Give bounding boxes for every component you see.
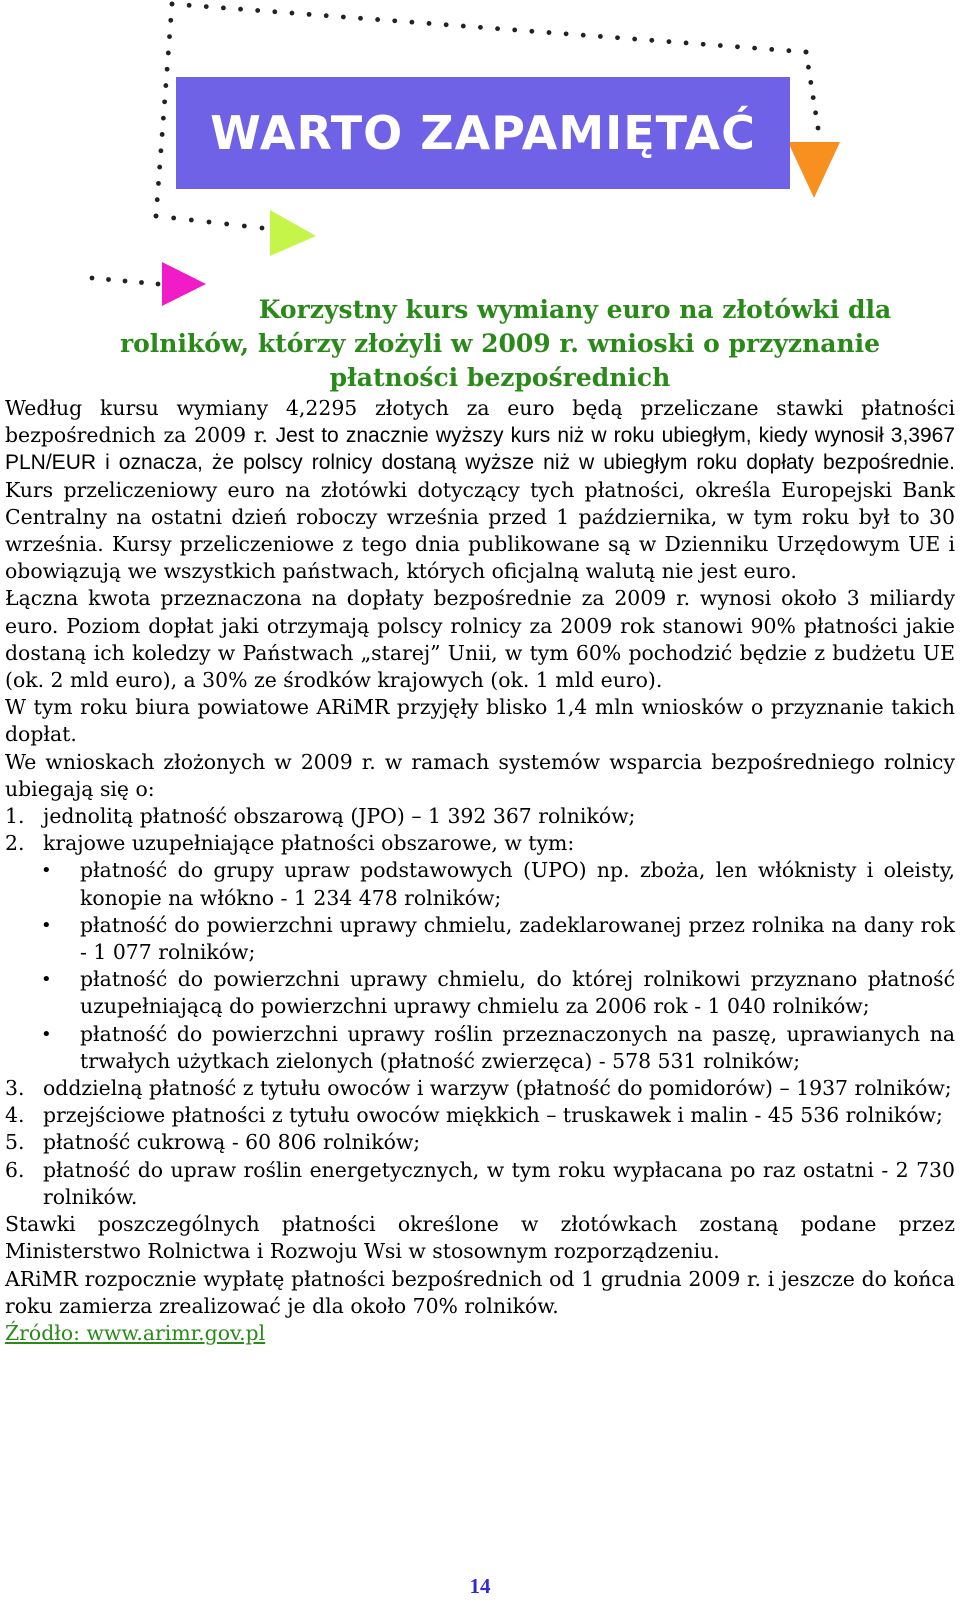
list-item-text: płatność do upraw roślin energetycznych, w tym roku wypłacana po raz ostatni - 2 730 rolników. [43,1157,955,1209]
list-item [5,803,955,830]
dot [187,3,192,8]
orange-arrow-icon [788,142,840,198]
dot [564,31,569,36]
dot [718,43,723,48]
dot [159,148,164,153]
list-item-text: płatność cukrową - 60 806 rolników; [43,1130,421,1155]
paragraph-text: Kurs przeliczeniowy euro na złotówki dotyczący tych płatności, określa Europejski Bank Centralny na ostatni dzień roboczy września przed 1 października, w tym roku był to 30 września. Kursy przeliczeniowe z tego dnia publikowane są w Dzienniku Urzędowym UE i obowiązują we wszystkich państwach, których oficjalną walutą nie jest euro. [5,477,955,584]
dot [786,48,791,53]
dot [162,99,167,104]
banner [176,77,790,189]
sublist-item [5,966,955,1020]
dot [649,38,654,43]
list-number: 5. [5,1130,25,1155]
dot [735,44,740,49]
dot [221,5,226,10]
sublist-item-text: płatność do powierzchni uprawy roślin przeznaczonych na paszę, uprawianych na trwałych użytkach zielonych (płatność zwierzęca) - 578 531 rolników; [80,1021,955,1073]
paragraph-rates: Stawki poszczególnych płatności określone w złotówkach zostaną podane przez Ministerstwo Rolnictwa i Rozwoju Wsi w stosownym rozporządzeniu. [5,1212,955,1264]
dot [106,277,111,282]
dot [444,22,449,27]
list-item-text: jednolitą płatność obszarową (JPO) – 1 392 367 rolników; [43,804,636,829]
list-number: 3. [5,1076,25,1101]
dot [165,67,170,72]
dot [808,80,813,85]
list-item-text: przejściowe płatności z tytułu owoców miękkich – truskawek i malin - 45 536 rolników; [43,1103,943,1128]
dot [160,132,165,137]
dot [806,65,811,70]
dot [375,17,380,22]
article-title-line1: Korzystny kurs wymiany euro na złotówki dla [258,295,892,324]
dot [478,25,483,30]
dot [324,13,329,18]
sublist-item [5,1021,955,1075]
dot [529,29,534,34]
dot [189,218,194,223]
paragraph-exchange-rate [5,395,955,585]
dot [204,4,209,9]
dot [255,8,260,13]
dot [813,110,818,115]
dot [632,37,637,42]
lime-arrow-icon [270,210,316,256]
dot [512,28,517,33]
list-item [5,830,955,857]
list-item-text: oddzielną płatność z tytułu owoców i warzyw (płatność do pomidorów) – 1937 rolników; [43,1076,952,1101]
dot [701,42,706,47]
article [5,293,955,1347]
sublist-item-text: płatność do grupy upraw podstawowych (UPO) np. zboża, len włóknisty i oleisty, konopie na włókno - 1 234 478 rolników; [80,858,955,910]
source-link[interactable]: Źródło: www.arimr.gov.pl [5,1320,266,1345]
dot [123,279,128,284]
paragraph-total-amount: Łączna kwota przeznaczona na dopłaty bezpośrednie za 2009 r. wynosi około 3 miliardy euro. Poziom dopłat jaki otrzymają polscy rolnicy za 2009 rok stanowi 90% płatności jakie dostaną ich koledzy w Państwach „starej” Unii, w tym 60% pochodzić będzie z budżetu UE (ok. 2 mld euro), a 30% ze środków krajowych (ok. 1 mld euro). [5,586,955,693]
bullet-icon: • [41,969,52,991]
list-item [5,1102,955,1129]
dot [816,126,821,131]
list-item [5,1157,955,1211]
dot [811,95,816,100]
dot [238,7,243,12]
dot [171,216,176,221]
bullet-icon: • [41,860,52,882]
dot [461,24,466,29]
dot [598,34,603,39]
dot [804,50,809,55]
paragraph-payout: ARiMR rozpocznie wypłatę płatności bezpośrednich od 1 grudnia 2009 r. i jeszcze do końca roku zamierza zrealizować je dla około 70% rolników. [5,1266,955,1318]
dot [358,16,363,21]
dot [290,11,295,16]
dot [547,30,552,35]
list-item-text: krajowe uzupełniające płatności obszarowe, w tym: [43,831,575,856]
list-number: 6. [5,1157,25,1182]
dot [769,47,774,52]
dot [409,20,414,25]
bullet-icon: • [41,914,52,936]
dot [155,197,160,202]
payments-sublist [5,857,955,1075]
article-title [5,293,955,395]
sublist-item-text: płatność do powierzchni uprawy chmielu, zadeklarowanej przez rolnika na dany rok - 1 077 rolników; [80,912,955,965]
dot [163,83,168,88]
paragraph-intro-list: We wnioskach złożonych w 2009 r. w ramach systemów wsparcia bezpośredniego rolnicy ubiegają się o: [5,749,955,801]
dot [170,2,175,7]
dot [615,35,620,40]
list-number: 4. [5,1103,25,1128]
dot [167,34,172,39]
list-number: 1. [5,804,25,829]
dot [224,222,229,227]
dot [272,9,277,14]
dot [242,224,247,229]
page-number: 14 [469,1574,491,1598]
dot [495,26,500,31]
dot [260,226,265,231]
payments-list [5,803,955,857]
dot [90,276,95,281]
article-title-rest: rolników, którzy złożyli w 2009 r. wnioski o przyznanie płatności bezpośrednich [119,329,881,392]
dot [581,33,586,38]
list-number: 2. [5,831,25,856]
dot [166,51,171,56]
list-item [5,1075,955,1102]
bullet-icon: • [41,1023,52,1045]
dot [154,214,159,219]
dot [341,15,346,20]
dot [207,220,212,225]
dot [156,181,161,186]
sublist-item-text: płatność do powierzchni uprawy chmielu, do której rolnikowi przyznano płatność uzupełniającą do powierzchni uprawy chmielu za 2006 rok - 1 040 rolników; [80,967,955,1019]
paragraph-text: Według kursu wymiany 4,2295 złotych za euro będą przeliczane stawki płatności bezpośrednich za 2009 r. [5,396,955,448]
dot [427,21,432,26]
sublist-item [5,857,955,911]
dot [161,116,166,121]
paragraph-applications: W tym roku biura powiatowe ARiMR przyjęły blisko 1,4 mln wniosków o przyznanie takich dopłat. [5,695,955,747]
dot [168,18,173,23]
paragraph-text-sans: Jest to znacznie wyższy kurs niż w roku ubiegłym, kiedy wynosił 3,3967 PLN/EUR i oznacza, że polscy rolnicy dostaną wyższe niż w ubiegłym roku dopłaty bezpośrednie. [5,424,955,475]
dot [157,165,162,170]
banner-title: WARTO ZAPAMIĘTAĆ [210,106,756,160]
list-item [5,1129,955,1156]
payments-list-continued [5,1075,955,1211]
dot [156,282,161,287]
dot [392,18,397,23]
dot [307,12,312,17]
dot [139,280,144,285]
dot [667,39,672,44]
dot [684,41,689,46]
sublist-item [5,912,955,966]
dot [752,46,757,51]
